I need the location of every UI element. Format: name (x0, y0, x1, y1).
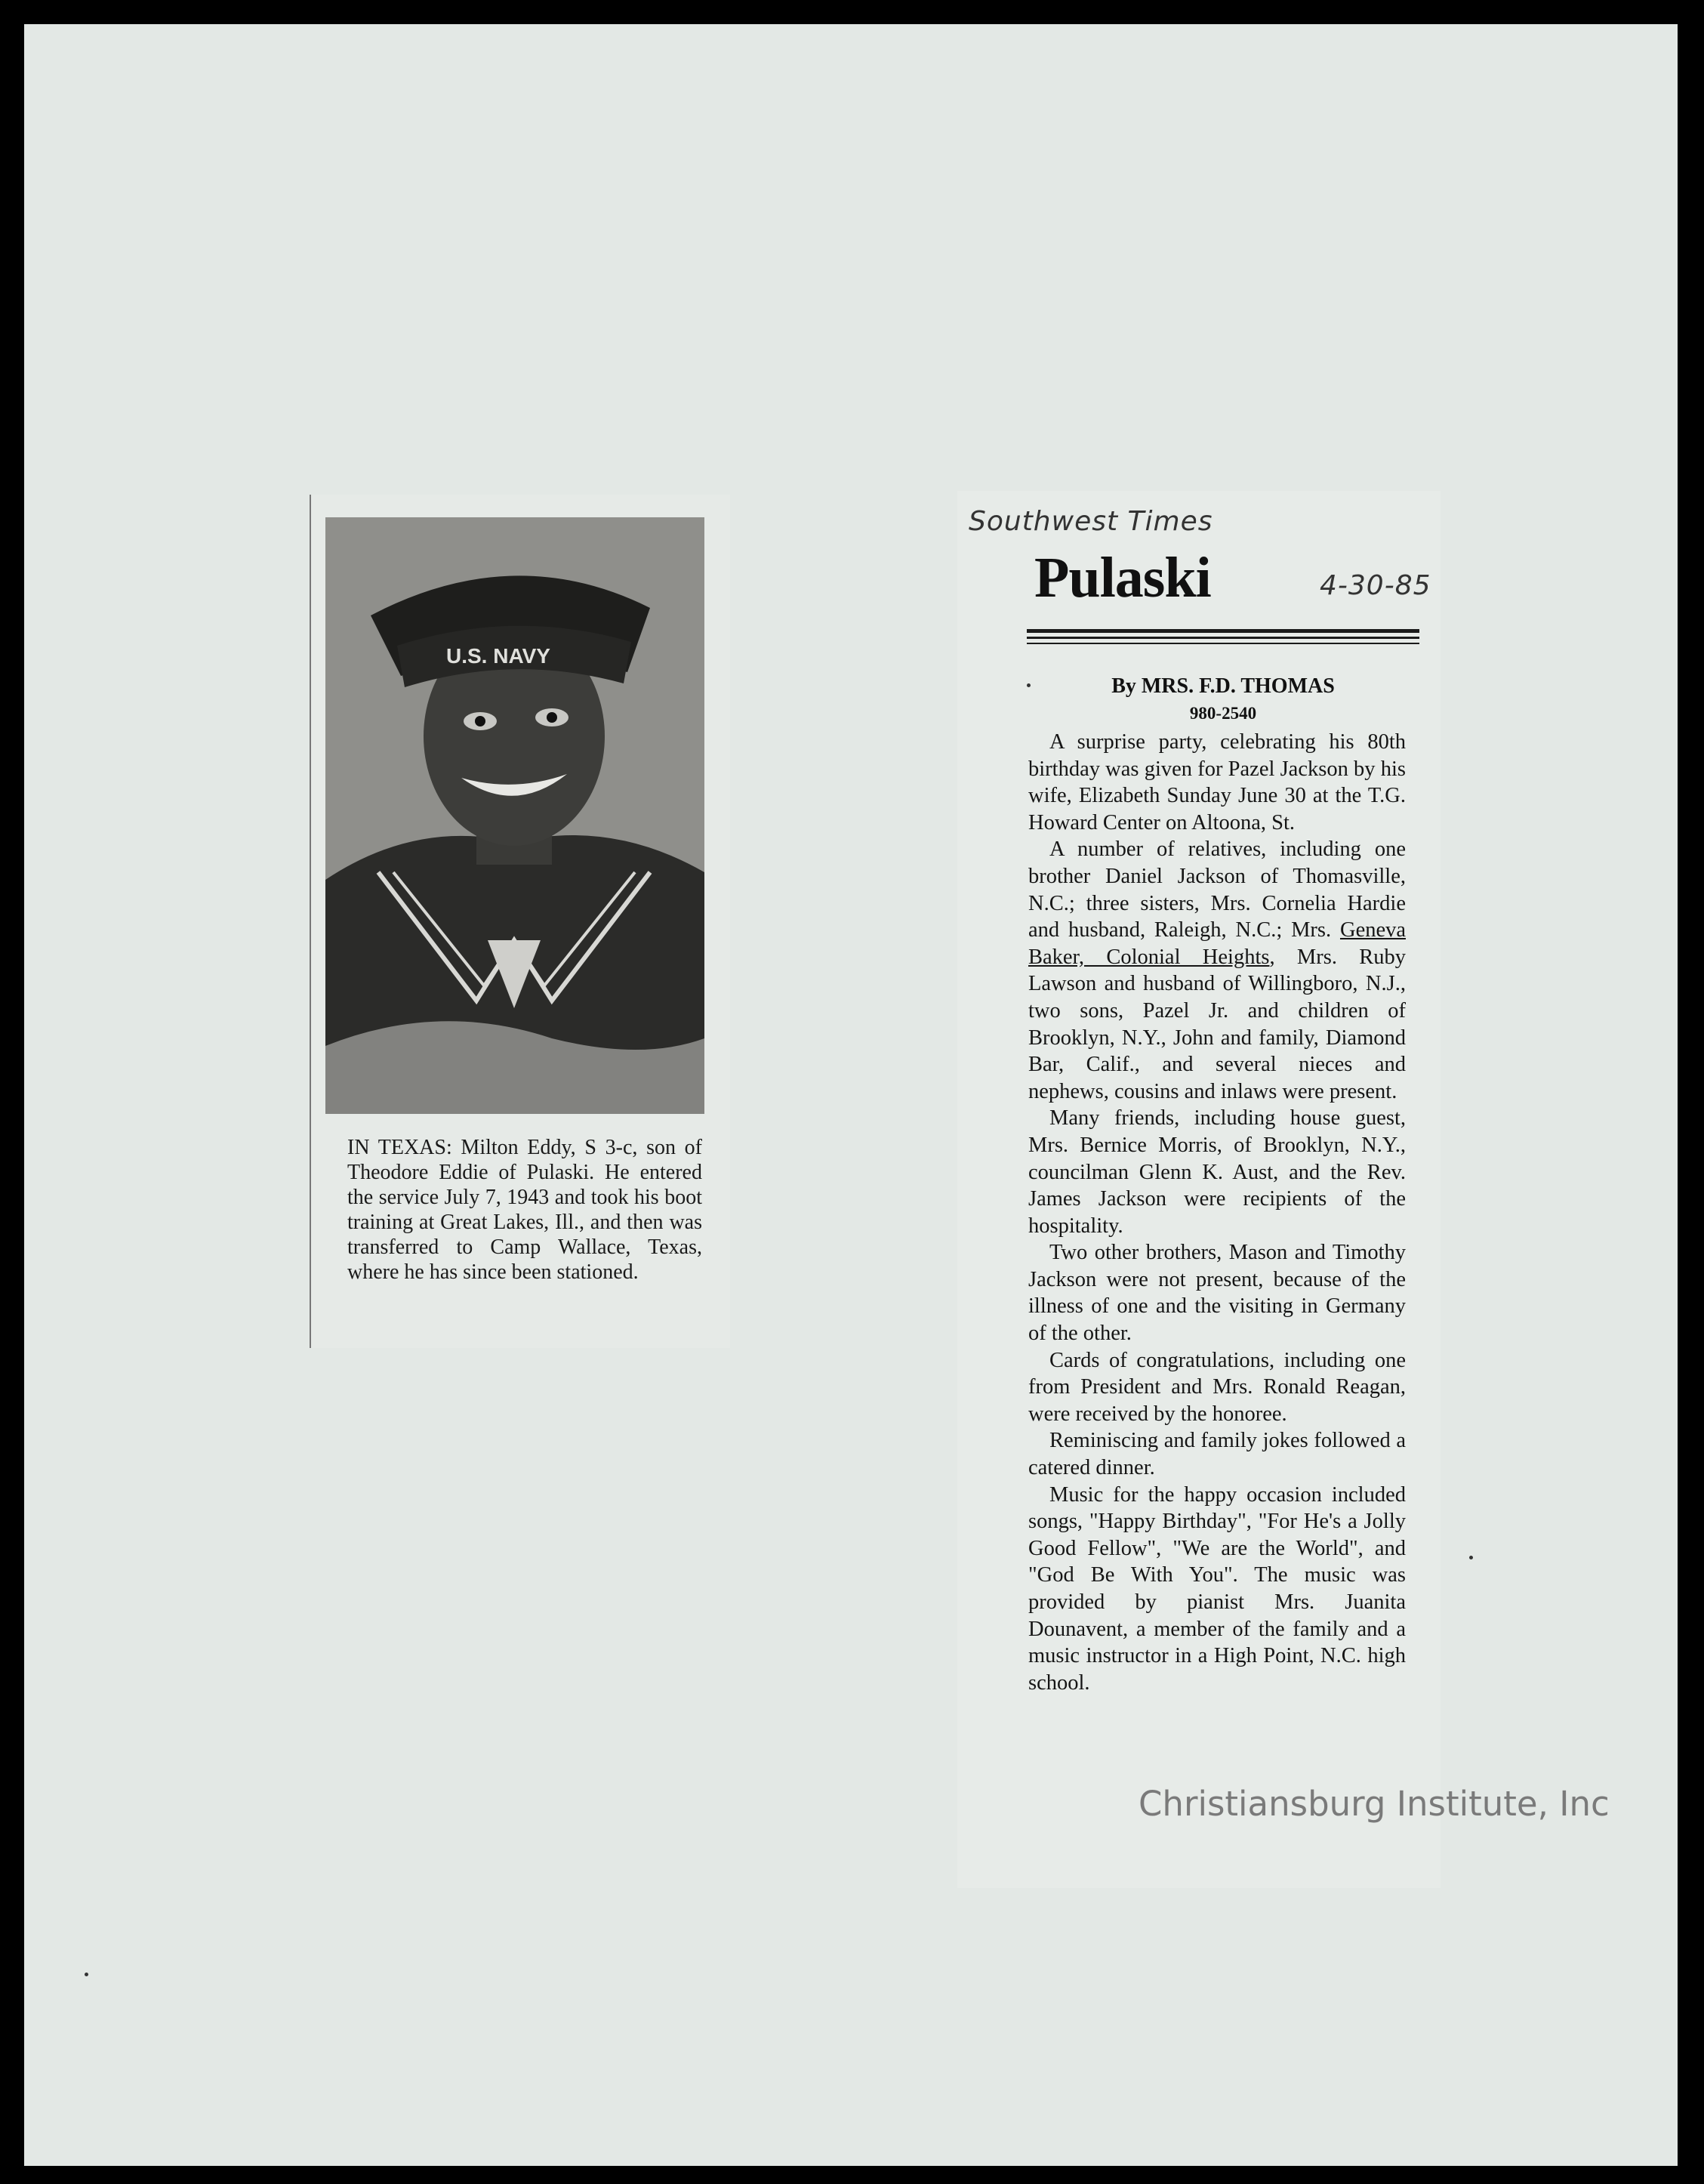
article-paragraph: A surprise party, celebrating his 80th birthday was given for Pazel Jackson by his wife, Elizabeth Sunday June 30 at the T.G. Howard Center on Altoona, St. (1028, 730, 1406, 834)
masthead-rule-middle (1027, 637, 1419, 639)
article-paragraph: Many friends, including house guest, Mrs. Bernice Morris, of Brooklyn, N.Y., councilman Glenn K. Aust, and the Rev. James Jackson were recipients of the hospitality. (1028, 1106, 1406, 1238)
relatives-text-end: , Mrs. Ruby Lawson and husband of (1028, 945, 1407, 996)
column-masthead: Pulaski (1034, 546, 1211, 609)
byline-phone: 980-2540 (1189, 704, 1257, 723)
speck (1469, 1556, 1473, 1559)
article-paragraph: Cards of congratulations, including one from President and Mrs. Ronald Reagan, were received by the honoree. (1028, 1348, 1406, 1426)
article-paragraph: Music for the happy occasion included songs, "Happy Birthday", "For He's a Jolly Good Fellow", "We are the World", and "God Be With You". The music was provided by pianist Mrs. Juanita Dounavent, a member of the family and a music instructor in a High Point, N.C. high school. (1028, 1482, 1406, 1695)
photo-clipping (310, 495, 730, 1348)
handwritten-date-note: 4-30-85 (1320, 570, 1431, 601)
underlined-name: Geneva Baker, Colonial Heights (1028, 918, 1407, 969)
masthead-rule-top (1027, 629, 1419, 633)
photo-caption: IN TEXAS: Milton Eddy, S 3-c, son of Theodore Eddie of Pulaski. He entered the service July 7, 1943 and took his boot training at Great Lakes, Ill., and then was transferred to Camp Wallace, Texas, where he has since been stationed. (347, 1136, 702, 1284)
article-paragraph-relatives (1028, 836, 1406, 1105)
masthead-rule-bottom (1027, 643, 1419, 644)
article-paragraph: Two other brothers, Mason and Timothy Jackson were not present, because of the illness of one and the visiting in Germany of the other. (1028, 1241, 1406, 1346)
article-byline: By MRS. F.D. THOMAS (1111, 674, 1335, 698)
sailor-portrait-image (325, 517, 704, 1114)
sailor-photo (325, 517, 704, 1114)
handwritten-source-note: Southwest Times (969, 506, 1213, 537)
navy-hat-text: U.S. NAVY (446, 644, 550, 668)
relatives-text-start: A number of relatives, including one brother Daniel Jackson of Thomasville, N.C.; three sisters, Mrs. Cornelia Hardie and husband, Raleigh, N.C.; Mrs. (1028, 838, 1406, 942)
speck (1027, 683, 1031, 687)
speck (85, 1973, 88, 1976)
archive-watermark: Christiansburg Institute, Inc (1139, 1784, 1610, 1824)
article-paragraph: Reminiscing and family jokes followed a catered dinner. (1028, 1429, 1406, 1480)
relatives-text-rest: Willingboro, N.J., two sons, Pazel Jr. and children of Brooklyn, N.Y., John and family, Diamond Bar, Calif., and several nieces and nephews, cousins and inlaws were present. (1028, 972, 1406, 1103)
article-body (1028, 729, 1406, 1696)
